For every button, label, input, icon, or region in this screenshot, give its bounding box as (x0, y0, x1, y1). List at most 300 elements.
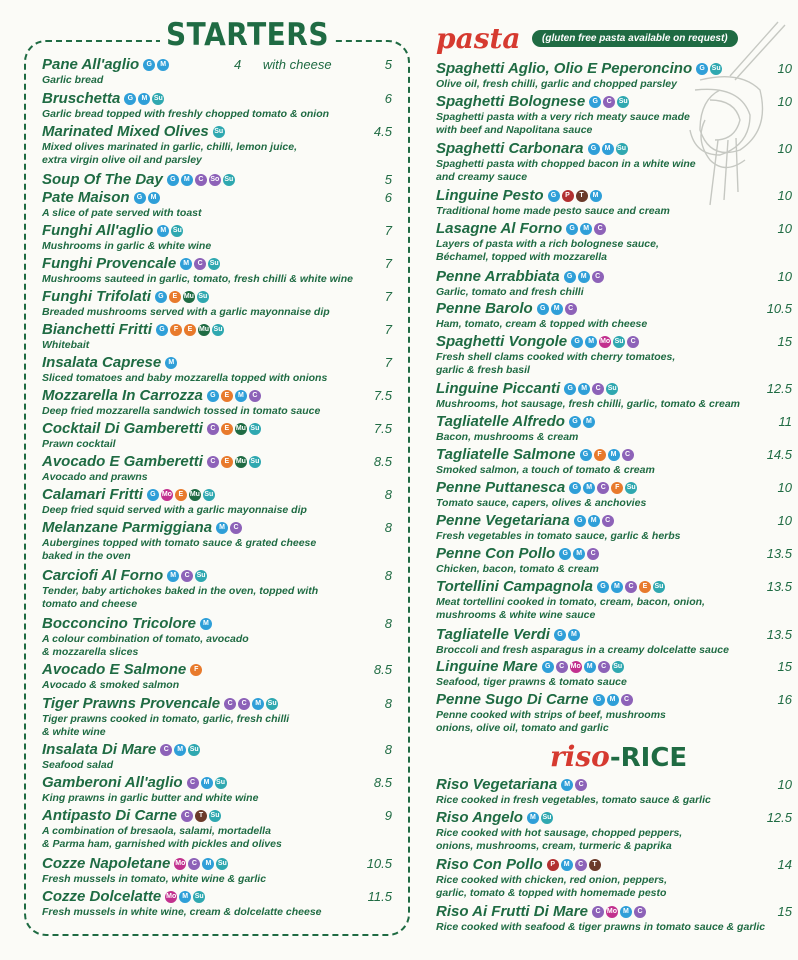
menu-item-head (436, 479, 792, 497)
dish-name: Funghi All'aglio (42, 222, 154, 239)
dish-description: Fresh mussels in white wine, cream & dolcelatte cheese (42, 906, 322, 918)
dish-description: Garlic bread topped with freshly chopped tomato & onion (42, 108, 330, 120)
dish-name: Funghi Provencale (42, 255, 177, 272)
dish-name: Linguine Piccanti (436, 380, 561, 397)
allergen-badge: Su (249, 456, 261, 468)
dish-price: 10 (777, 777, 792, 792)
allergen-badges (574, 515, 614, 527)
menu-item-head (42, 387, 392, 405)
menu-item-head (42, 695, 392, 713)
price-variant: 4 with cheese (234, 57, 332, 72)
dish-price: 6 (384, 91, 392, 106)
dish-name: Spaghetti Aglio, Olio E Peperoncino (436, 60, 693, 77)
dish-description: Tender, baby artichokes baked in the oven, topped with tomato and cheese (42, 585, 319, 610)
menu-item-head (42, 255, 392, 273)
allergen-badge: M (620, 906, 632, 918)
menu-item-head (42, 453, 392, 471)
allergen-badges (187, 777, 227, 789)
menu-item-riso-ai-frutti-di-mare (436, 903, 792, 934)
dish-price: 13.5 (766, 579, 792, 594)
menu-item-head (42, 661, 392, 679)
dish-description: Seafood salad (42, 759, 114, 771)
menu-item-penne-arrabbiata (436, 268, 792, 299)
menu-item-head (436, 413, 792, 431)
dish-name: Cozze Dolcelatte (42, 888, 162, 905)
allergen-badge: G (597, 581, 609, 593)
allergen-badge: Su (215, 777, 227, 789)
allergen-badge: Su (266, 698, 278, 710)
dish-price: 10 (777, 61, 792, 76)
menu-item-cozze-dolcelatte (42, 888, 392, 919)
allergen-badge: C (598, 661, 610, 673)
rice-title (550, 740, 687, 773)
allergen-badge: C (565, 303, 577, 315)
menu-item-funghi-all-aglio (42, 222, 392, 253)
dish-name: Bruschetta (42, 90, 121, 107)
menu-item-gamberoni-all-aglio (42, 774, 392, 805)
allergen-badge: M (200, 618, 212, 630)
dish-price: 7.5 (373, 421, 392, 436)
dish-description: Traditional home made pesto sauce and cream (436, 205, 670, 217)
menu-item-linguine-mare (436, 658, 792, 689)
allergen-badge: G (588, 143, 600, 155)
dish-name: Tagliatelle Salmone (436, 446, 576, 463)
dish-description: A slice of pate served with toast (42, 207, 202, 219)
allergen-badge: M (167, 570, 179, 582)
menu-item-head (42, 888, 392, 906)
dish-price: 10 (777, 94, 792, 109)
menu-item-penne-con-pollo (436, 545, 792, 576)
dish-name: Penne Arrabbiata (436, 268, 560, 285)
allergen-badge: M (157, 59, 169, 71)
allergen-badge: E (169, 291, 181, 303)
allergen-badges (160, 744, 200, 756)
dish-description: King prawns in garlic butter and white wine (42, 792, 259, 804)
allergen-badges (580, 449, 634, 461)
allergen-badge: C (187, 777, 199, 789)
allergen-badge: Su (616, 143, 628, 155)
allergen-badge: G (147, 489, 159, 501)
allergen-badge: C (238, 698, 250, 710)
allergen-badge: M (602, 143, 614, 155)
allergen-badges (155, 291, 209, 303)
allergen-badges (181, 810, 221, 822)
allergen-badges (147, 489, 215, 501)
dish-description: Deep fried squid served with a garlic mayonnaise dip (42, 504, 307, 516)
menu-item-head (42, 855, 392, 873)
gluten-free-note: (gluten free pasta available on request) (532, 30, 738, 47)
allergen-badge: C (625, 581, 637, 593)
menu-item-head (436, 446, 792, 464)
dish-price: 16 (777, 692, 792, 707)
allergen-badge: Su (171, 225, 183, 237)
dish-price: 11.5 (367, 889, 392, 904)
allergen-badge: M (583, 416, 595, 428)
dish-name: Riso Ai Frutti Di Mare (436, 903, 588, 920)
allergen-badge: G (593, 694, 605, 706)
dish-price: 8 (384, 616, 392, 631)
menu-item-head (42, 807, 392, 825)
allergen-badges (156, 324, 224, 336)
menu-item-head (436, 545, 792, 563)
allergen-badge: Su (653, 581, 665, 593)
dish-name: Cocktail Di Gamberetti (42, 420, 203, 437)
dish-name: Mozzarella In Carrozza (42, 387, 203, 404)
dish-description: Bacon, mushrooms & cream (436, 431, 579, 443)
menu-item-riso-angelo (436, 809, 792, 853)
menu-item-head (42, 123, 392, 141)
allergen-badges (200, 618, 212, 630)
allergen-badge: Su (208, 258, 220, 270)
allergen-badge: M (165, 357, 177, 369)
allergen-badge: Su (613, 336, 625, 348)
dish-description: Deep fried mozzarella sandwich tossed in tomato sauce (42, 405, 321, 417)
dish-name: Tortellini Campagnola (436, 578, 593, 595)
allergen-badges (165, 357, 177, 369)
menu-item-head (436, 809, 792, 827)
menu-item-avocado-e-salmone (42, 661, 392, 692)
dish-price: 10 (777, 221, 792, 236)
allergen-badge: Mo (606, 906, 618, 918)
menu-item-head (436, 333, 792, 351)
allergen-badge: T (576, 190, 588, 202)
menu-item-tortellini-campagnola (436, 578, 792, 622)
allergen-badge: Mu (183, 291, 195, 303)
allergen-badge: M (157, 225, 169, 237)
menu-item-funghi-provencale (42, 255, 392, 286)
dish-description: Mushrooms, hot sausage, fresh chilli, garlic, tomato & cream (436, 398, 740, 410)
dish-description: Mixed olives marinated in garlic, chilli, lemon juice, extra virgin olive oil and parsley (42, 141, 297, 166)
allergen-badge: M (583, 482, 595, 494)
allergen-badge: Su (710, 63, 722, 75)
menu-item-head (436, 691, 792, 709)
allergen-badge: Su (152, 93, 164, 105)
allergen-badges (527, 812, 553, 824)
allergen-badge: Su (223, 174, 235, 186)
menu-item-head (436, 578, 792, 596)
allergen-badges (564, 383, 618, 395)
allergen-badges (207, 456, 261, 468)
dish-name: Linguine Mare (436, 658, 538, 675)
dish-price: 15 (777, 904, 792, 919)
dish-price: 8.5 (373, 775, 392, 790)
dish-description: Fresh mussels in tomato, white wine & garlic (42, 873, 267, 885)
allergen-badge: M (174, 744, 186, 756)
dish-name: Insalata Di Mare (42, 741, 157, 758)
allergen-badge: M (608, 449, 620, 461)
allergen-badges (207, 390, 261, 402)
dish-name: Marinated Mixed Olives (42, 123, 209, 140)
allergen-badge: G (559, 548, 571, 560)
dish-name: Tiger Prawns Provencale (42, 695, 221, 712)
menu-item-head (436, 268, 792, 286)
allergen-badges (561, 779, 587, 791)
dish-description: Spaghetti pasta with chopped bacon in a white wine and creamy sauce (436, 158, 696, 183)
allergen-badge: C (160, 744, 172, 756)
dish-price: 7 (384, 256, 392, 271)
dish-description: Smoked salmon, a touch of tomato & cream (436, 464, 655, 476)
allergen-badge: M (561, 779, 573, 791)
menu-item-bianchetti-fritti (42, 321, 392, 352)
allergen-badge: M (527, 812, 539, 824)
allergen-badge: Su (203, 489, 215, 501)
menu-item-riso-vegetariana (436, 776, 792, 807)
dish-name: Funghi Trifolati (42, 288, 151, 305)
allergen-badge: Su (195, 570, 207, 582)
dish-price: 13.5 (766, 627, 792, 642)
dish-name: Riso Vegetariana (436, 776, 558, 793)
menu-item-calamari-fritti (42, 486, 392, 517)
dish-name: Pane All'aglio (42, 56, 140, 73)
allergen-badge: C (594, 223, 606, 235)
menu-item-head (436, 220, 792, 238)
allergen-badges (190, 664, 202, 676)
dish-description: Mushrooms sauteed in garlic, tomato, fresh chilli & white wine (42, 273, 353, 285)
allergen-badge: Mu (235, 423, 247, 435)
allergen-badge: C (207, 423, 219, 435)
allergen-badge: Su (197, 291, 209, 303)
dish-price: 14.5 (766, 447, 792, 462)
menu-item-head (42, 741, 392, 759)
allergen-badge: E (639, 581, 651, 593)
allergen-badge: G (574, 515, 586, 527)
rice-title-sep: - (609, 743, 621, 773)
allergen-badge: G (589, 96, 601, 108)
menu-item-head (42, 222, 392, 240)
menu-item-penne-vegetariana (436, 512, 792, 543)
dish-price: 15 (777, 334, 792, 349)
allergen-badge: M (578, 383, 590, 395)
dish-price: 5 (384, 172, 392, 187)
dish-description: Rice cooked in fresh vegetables, tomato sauce & garlic (436, 794, 711, 806)
allergen-badge: Su (249, 423, 261, 435)
allergen-badge: Su (606, 383, 618, 395)
allergen-badge: C (592, 906, 604, 918)
allergen-badge: C (575, 779, 587, 791)
menu-item-head (42, 321, 392, 339)
allergen-badge: C (627, 336, 639, 348)
menu-item-penne-sugo-di-carne (436, 691, 792, 735)
allergen-badge: C (188, 858, 200, 870)
allergen-badges (569, 416, 595, 428)
dish-description: Fresh vegetables in tomato sauce, garlic & herbs (436, 530, 681, 542)
allergen-badge: G (571, 336, 583, 348)
dish-description: Tiger prawns cooked in tomato, garlic, fresh chilli & white wine (42, 713, 290, 738)
dish-price: 6 (384, 190, 392, 205)
allergen-badge: Su (541, 812, 553, 824)
allergen-badge: F (170, 324, 182, 336)
dish-description: Garlic bread (42, 74, 104, 86)
dish-description: Sliced tomatoes and baby mozzarella topped with onions (42, 372, 328, 384)
allergen-badge: C (602, 515, 614, 527)
allergen-badges (566, 223, 606, 235)
dish-name: Pate Maison (42, 189, 130, 206)
rice-title-english: RICE (620, 743, 688, 773)
menu-item-tagliatelle-verdi (436, 626, 792, 657)
dish-name: Penne Sugo Di Carne (436, 691, 589, 708)
dish-description: Rice cooked with chicken, red onion, peppers, garlic, tomato & topped with homemade pesto (436, 874, 668, 899)
allergen-badge: C (592, 271, 604, 283)
allergen-badge: C (603, 96, 615, 108)
allergen-badge: F (594, 449, 606, 461)
allergen-badge: G (569, 416, 581, 428)
allergen-badge: G (537, 303, 549, 315)
menu-item-lasagne-al-forno (436, 220, 792, 264)
allergen-badge: M (588, 515, 600, 527)
allergen-badges (207, 423, 261, 435)
menu-item-head (436, 903, 792, 921)
allergen-badge: Su (193, 891, 205, 903)
dish-price: 8.5 (373, 454, 392, 469)
allergen-badge: P (562, 190, 574, 202)
dish-description: Whitebait (42, 339, 90, 351)
dish-description: Fresh shell clams cooked with cherry tomatoes, garlic & fresh basil (436, 351, 676, 376)
menu-item-head (436, 512, 792, 530)
allergen-badge: C (621, 694, 633, 706)
allergen-badges (537, 303, 577, 315)
dish-description: Rice cooked with hot sausage, chopped peppers, onions, mushrooms, cream, turmeric & paprika (436, 827, 683, 852)
dish-name: Carciofi Al Forno (42, 567, 164, 584)
dish-price: 7 (384, 289, 392, 304)
allergen-badge: Su (188, 744, 200, 756)
dish-description: Tomato sauce, capers, olives & anchovies (436, 497, 647, 509)
dish-name: Bocconcino Tricolore (42, 615, 196, 632)
dish-description: Layers of pasta with a rich bolognese sauce, Béchamel, topped with mozzarella (436, 238, 659, 263)
allergen-badge: C (592, 383, 604, 395)
allergen-badges (124, 93, 164, 105)
dish-description: Broccoli and fresh asparagus in a creamy dolcelatte sauce (436, 644, 729, 656)
allergen-badge: Mo (161, 489, 173, 501)
menu-item-head (42, 486, 392, 504)
allergen-badge: G (569, 482, 581, 494)
allergen-badges (213, 126, 225, 138)
allergen-badge: M (179, 891, 191, 903)
dish-name: Soup Of The Day (42, 171, 163, 188)
allergen-badge: C (207, 456, 219, 468)
menu-item-head (42, 519, 392, 537)
dish-name: Avocado E Gamberetti (42, 453, 203, 470)
allergen-badges (593, 694, 633, 706)
dish-name: Riso Angelo (436, 809, 523, 826)
allergen-badge: M (252, 698, 264, 710)
menu-item-linguine-piccanti (436, 380, 792, 411)
dish-description: Avocado & smoked salmon (42, 679, 180, 691)
menu-item-head (42, 171, 392, 189)
menu-item-head (42, 90, 392, 108)
dish-name: Penne Puttanesca (436, 479, 566, 496)
allergen-badge: M (180, 258, 192, 270)
dish-name: Calamari Fritti (42, 486, 143, 503)
allergen-badges (547, 859, 601, 871)
menu-item-tagliatelle-alfredo (436, 413, 792, 444)
dish-price: 11 (778, 414, 792, 429)
dish-name: Spaghetti Vongole (436, 333, 568, 350)
fork-pasta-illustration-icon (640, 20, 790, 210)
allergen-badge: F (611, 482, 623, 494)
dish-name: Insalata Caprese (42, 354, 162, 371)
dish-name: Gamberoni All'aglio (42, 774, 183, 791)
allergen-badges (224, 698, 278, 710)
allergen-badges (542, 661, 624, 673)
dish-price: 15 (777, 659, 792, 674)
allergen-badge: G (134, 192, 146, 204)
dish-description: Garlic, tomato and fresh chilli (436, 286, 584, 298)
allergen-badge: C (575, 859, 587, 871)
dish-description: Rice cooked with seafood & tiger prawns in tomato sauce & garlic (436, 921, 766, 933)
dish-price: 8 (384, 568, 392, 583)
allergen-badge: M (202, 858, 214, 870)
menu-item-head (436, 658, 792, 676)
dish-description: Ham, tomato, cream & topped with cheese (436, 318, 648, 330)
menu-item-tagliatelle-salmone (436, 446, 792, 477)
dish-description: Aubergines topped with tomato sauce & grated cheese baked in the oven (42, 537, 317, 562)
allergen-badge: G (167, 174, 179, 186)
allergen-badge: C (556, 661, 568, 673)
dish-name: Spaghetti Carbonara (436, 140, 584, 157)
allergen-badges (564, 271, 604, 283)
allergen-badge: C (634, 906, 646, 918)
allergen-badge: M (568, 629, 580, 641)
allergen-badge: F (190, 664, 202, 676)
allergen-badge: M (551, 303, 563, 315)
allergen-badge: M (585, 336, 597, 348)
menu-item-mozzarella-in-carrozza (42, 387, 392, 418)
dish-price: 10 (777, 513, 792, 528)
dish-price: 4.5 (373, 124, 392, 139)
menu-item-head (42, 774, 392, 792)
menu-item-head (436, 300, 792, 318)
allergen-badges (157, 225, 183, 237)
menu-item-pate-maison (42, 189, 392, 220)
allergen-badge: C (587, 548, 599, 560)
allergen-badges (143, 59, 169, 71)
allergen-badge: E (175, 489, 187, 501)
allergen-badge: Mo (599, 336, 611, 348)
allergen-badge: M (181, 174, 193, 186)
allergen-badge: Su (625, 482, 637, 494)
allergen-badge: Su (216, 858, 228, 870)
dish-name: Riso Con Pollo (436, 856, 543, 873)
allergen-badge: Su (612, 661, 624, 673)
allergen-badge: Mu (198, 324, 210, 336)
allergen-badge: C (194, 258, 206, 270)
allergen-badge: Su (617, 96, 629, 108)
allergen-badge: C (622, 449, 634, 461)
menu-item-riso-con-pollo (436, 856, 792, 900)
allergen-badge: C (224, 698, 236, 710)
allergen-badges (569, 482, 637, 494)
menu-item-head (436, 380, 792, 398)
menu-item-penne-barolo (436, 300, 792, 331)
dish-price: 8 (384, 696, 392, 711)
dish-name: Penne Con Pollo (436, 545, 556, 562)
allergen-badge: G (143, 59, 155, 71)
dish-price: 10 (777, 188, 792, 203)
allergen-badge: M (138, 93, 150, 105)
allergen-badges (571, 336, 639, 348)
allergen-badge: E (184, 324, 196, 336)
menu-item-cocktail-di-gamberetti (42, 420, 392, 451)
dish-price: 10 (777, 480, 792, 495)
dish-price: 9 (384, 808, 392, 823)
dish-price: 12.5 (766, 381, 792, 396)
dish-name: Lasagne Al Forno (436, 220, 563, 237)
allergen-badge: G (542, 661, 554, 673)
menu-item-marinated-mixed-olives (42, 123, 392, 167)
allergen-badge: M (573, 548, 585, 560)
allergen-badge: G (580, 449, 592, 461)
allergen-badge: C (195, 174, 207, 186)
